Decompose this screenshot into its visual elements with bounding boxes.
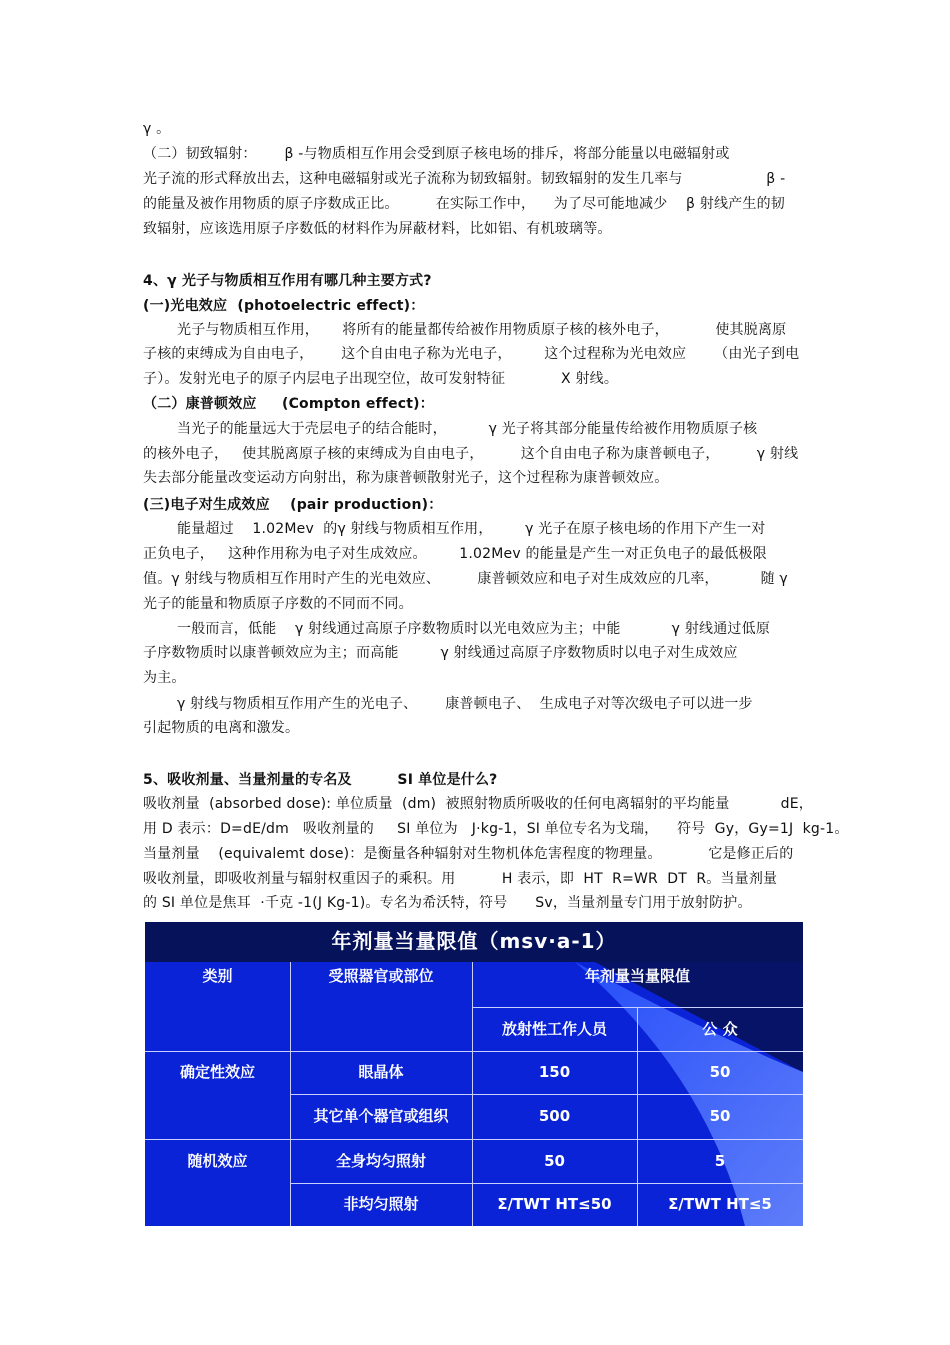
row2-organ: 其它单个器官或组织 <box>313 1107 449 1125</box>
q4-s2-line-1: 当光子的能量远大于壳层电子的结合能时， γ 光子将其部分能量传给被作用物质原子核 <box>177 421 758 437</box>
q4-p5-line-1: γ 射线与物质相互作用产生的光电子、 康普顿电子、 生成电子对等次级电子可以进一步 <box>177 696 753 712</box>
dose-limit-table <box>145 922 803 1226</box>
q5-line-5: 的 SI 单位是焦耳 ·千克 -1(J Kg-1)。专名为希沃特，符号 Sv，当量剂量专门用于放射防护。 <box>143 895 752 911</box>
row3-workers: 50 <box>544 1151 565 1170</box>
intro-line-2: （二）韧致辐射： β -与物质相互作用会受到原子核电场的排斥，将部分能量以电磁辐射或 <box>143 146 730 162</box>
q4-s1-line-1: 光子与物质相互作用， 将所有的能量都传给被作用物质原子核的核外电子， 使其脱离原 <box>177 322 787 338</box>
q5-line-4: 吸收剂量，即吸收剂量与辐射权重因子的乘积。用 H 表示，即 HT R=WR DT R。当量剂量 <box>143 871 778 887</box>
intro-line-3: 光子流的形式释放出去，这种电磁辐射或光子流称为韧致辐射。韧致辐射的发生几率与 β - <box>143 171 786 187</box>
table-grid <box>145 962 803 1226</box>
row2-workers: 500 <box>538 1107 571 1125</box>
q4-p5-line-2: 引起物质的电离和激发。 <box>143 720 300 736</box>
header-annual-limit: 年剂量当量限值 <box>584 966 690 985</box>
header-category: 类别 <box>202 966 233 985</box>
row1-workers: 150 <box>538 1063 571 1081</box>
intro-line-1: γ 。 <box>143 121 171 137</box>
q5-title: 5、吸收剂量、当量剂量的专名及 SI 单位是什么? <box>143 772 498 788</box>
q4-s1-line-3: 子）。发射光电子的原子内层电子出现空位，故可发射特征 X 射线。 <box>143 371 619 387</box>
q4-s3-line-1: 能量超过 1.02Mev 的γ 射线与物质相互作用， γ 光子在原子核电场的作用下产生一对 <box>177 521 766 537</box>
header-radiation-workers: 放射性工作人员 <box>501 1019 607 1038</box>
q4-p4-line-2: 子序数物质时以康普顿效应为主；而高能 γ 射线通过高原子序数物质时以电子对生成效应 <box>143 645 738 661</box>
row1-organ: 眼晶体 <box>358 1063 404 1081</box>
q5-line-2: 用 D 表示：D=dE/dm 吸收剂量的 SI 单位为 J·kg-1，SI 单位专名为戈瑞， 符号 Gy，Gy=1J kg-1。 <box>143 821 849 837</box>
row4-workers: Σ/TWT HT≤50 <box>497 1195 612 1213</box>
row3-public: 5 <box>714 1151 726 1170</box>
row1-public: 50 <box>709 1063 731 1081</box>
intro-line-5: 致辐射，应该选用原子序数低的材料作为屏蔽材料，比如铝、有机玻璃等。 <box>143 221 612 237</box>
q4-p4-line-3: 为主。 <box>143 670 186 686</box>
q5-line-1: 吸收剂量 (absorbed dose): 单位质量 (dm) 被照射物质所吸收的任何电离辐射的平均能量 dE， <box>143 796 814 812</box>
q4-s1-heading: (一)光电效应 (photoelectric effect)： <box>143 298 425 314</box>
header-public: 公 众 <box>702 1019 738 1038</box>
row4-public: Σ/TWT HT≤5 <box>668 1195 772 1213</box>
q4-s2-heading: （二）康普顿效应 (Compton effect)： <box>143 396 434 412</box>
header-organ: 受照器官或部位 <box>328 966 434 985</box>
q4-s3-line-3: 值。γ 射线与物质相互作用时产生的光电效应、 康普顿效应和电子对生成效应的几率， 随 γ <box>143 571 788 587</box>
row4-organ: 非均匀照射 <box>343 1195 419 1213</box>
q4-p4-line-1: 一般而言，低能 γ 射线通过高原子序数物质时以光电效应为主；中能 γ 射线通过低原 <box>177 621 771 637</box>
q4-s2-line-3: 失去部分能量改变运动方向射出，称为康普顿散射光子，这个过程称为康普顿效应。 <box>143 470 669 486</box>
q4-s3-heading: (三)电子对生成效应 (pair production)： <box>143 497 443 513</box>
intro-line-4: 的能量及被作用物质的原子序数成正比。 在实际工作中， 为了尽可能地减少 β 射线产生的韧 <box>143 196 785 212</box>
row3-category: 随机效应 <box>187 1151 248 1170</box>
q5-line-3: 当量剂量 (equivalemt dose)：是衡量各种辐射对生物机体危害程度的物理量。 它是修正后的 <box>143 846 794 862</box>
q4-title: 4、γ 光子与物质相互作用有哪几种主要方式? <box>143 273 432 289</box>
q4-s2-line-2: 的核外电子， 使其脱离原子核的束缚成为自由电子， 这个自由电子称为康普顿电子， γ 射线 <box>143 446 799 462</box>
table-title: 年剂量当量限值（msv·a-1） <box>145 922 803 962</box>
q4-s1-line-2: 子核的束缚成为自由电子， 这个自由电子称为光电子， 这个过程称为光电效应 （由光子到电 <box>143 346 800 362</box>
q4-s3-line-4: 光子的能量和物质原子序数的不同而不同。 <box>143 596 413 612</box>
row1-category: 确定性效应 <box>179 1063 255 1081</box>
row2-public: 50 <box>709 1107 731 1125</box>
q4-s3-line-2: 正负电子， 这种作用称为电子对生成效应。 1.02Mev 的能量是产生一对正负电子的最低极限 <box>143 546 767 562</box>
row3-organ: 全身均匀照射 <box>335 1151 426 1170</box>
